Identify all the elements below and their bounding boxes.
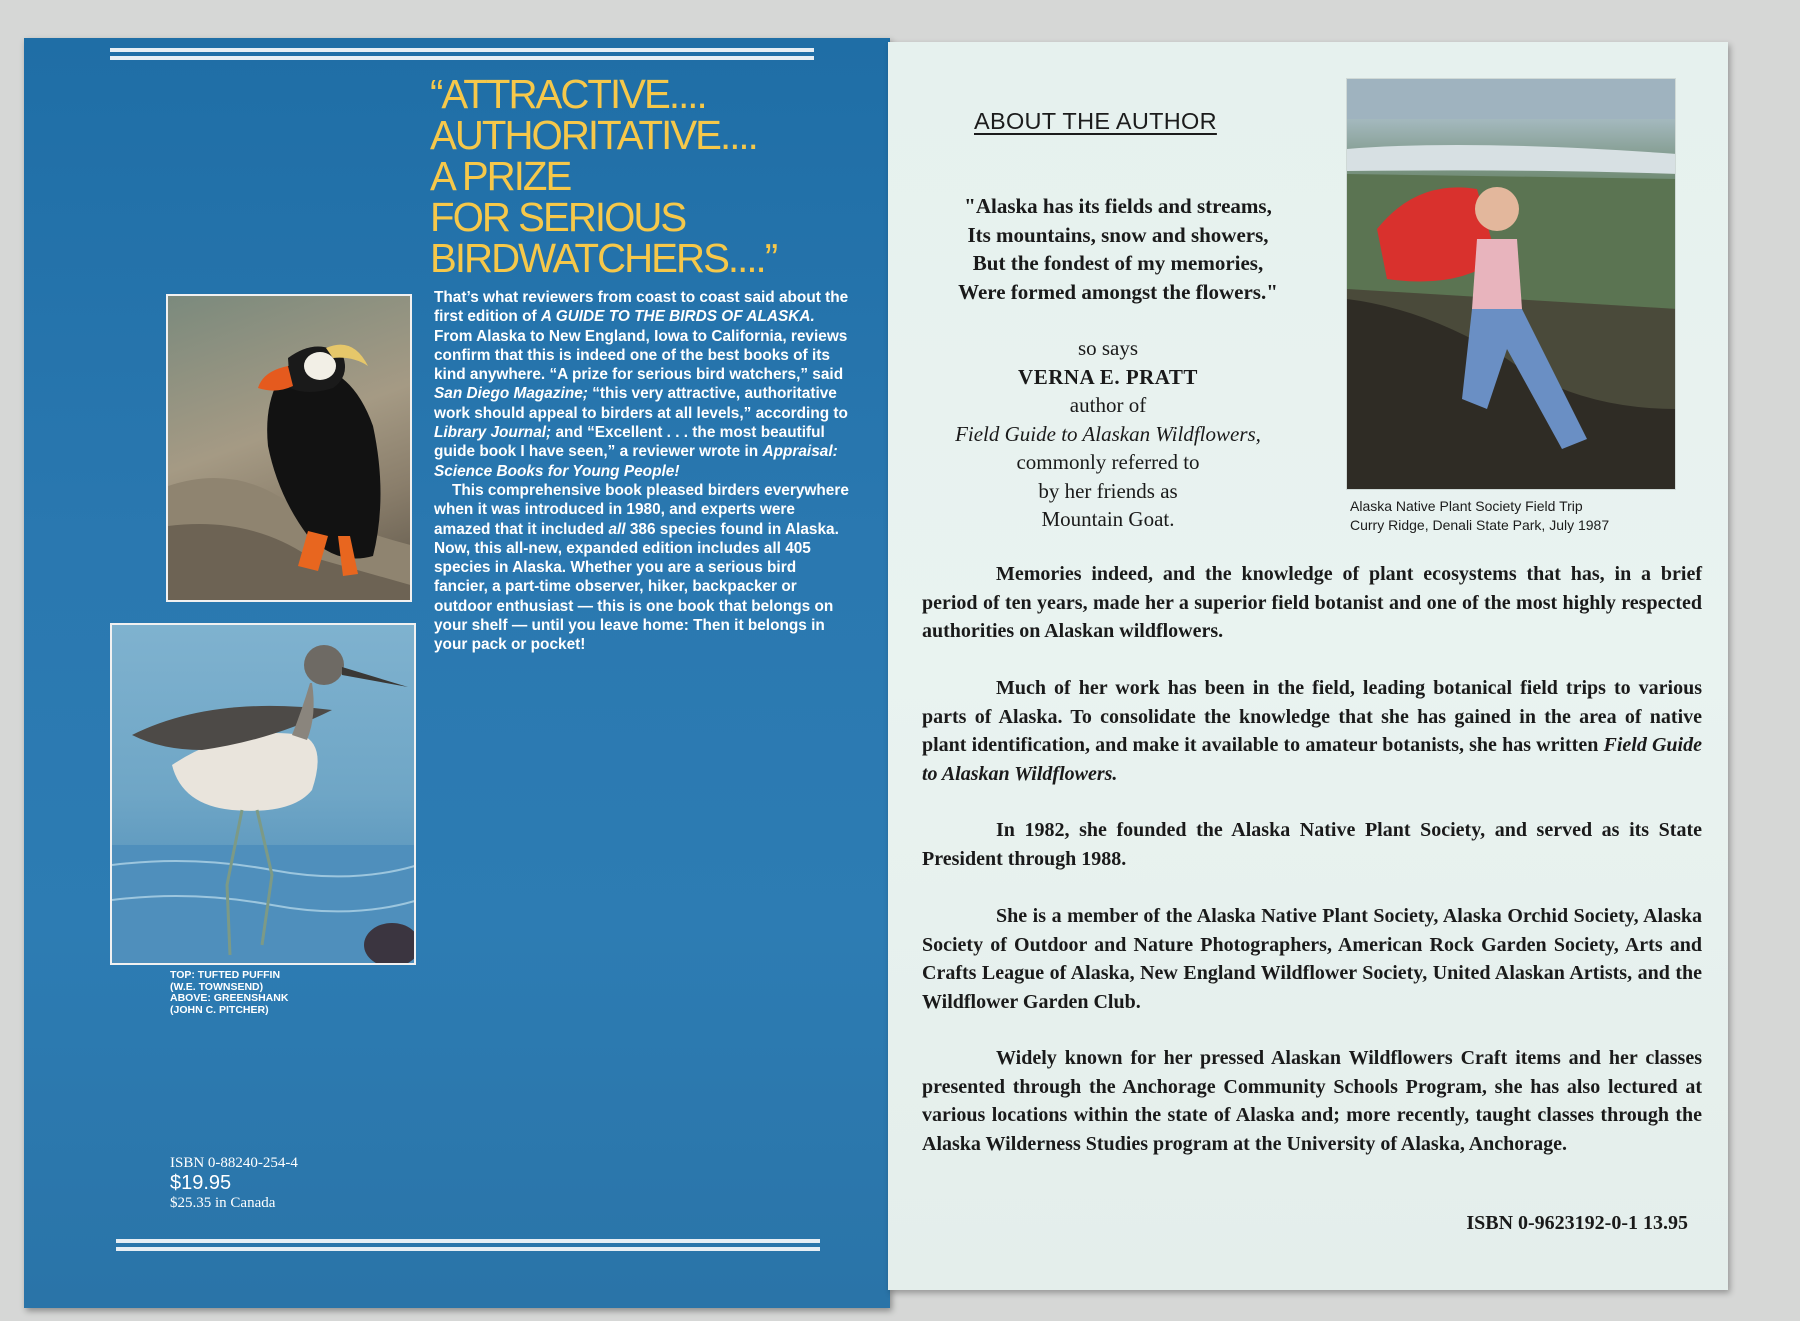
review-paragraph-2 [434,481,849,655]
review-text-run: That’s what reviewers from coast to coast said about the first edition of [434,289,849,326]
publication-name: Library Journal; [434,424,552,442]
bio-text: In 1982, she founded the Alaska Native Plant Society, and served as its State President through 1988. [922,819,1702,870]
author-photo-illustration [1347,79,1676,490]
review-text [434,288,849,655]
top-double-rule [110,48,814,60]
poem-line: Were formed amongst the flowers." [958,279,1278,304]
isbn-left: ISBN 0-88240-254-4 [170,1155,298,1171]
referred-line-1: commonly referred to [1016,450,1200,474]
price-canada: $25.35 in Canada [170,1195,276,1211]
greenshank-illustration [112,625,416,965]
price-us: $19.95 [170,1172,232,1194]
emphasis-all: all [608,520,626,538]
about-the-author-heading: ABOUT THE AUTHOR [974,108,1217,134]
nickname: Mountain Goat. [1041,507,1175,531]
review-text-run: “this very attractive, authoritative work should appeal to birders at all levels,” according to [434,385,848,422]
bio-text: Widely known for her pressed Alaskan Wildflowers Craft items and her classes presented through the Anchorage Community Schools Program, she has also lectured at various locations within the state of Alaska and; more recently, taught classes through the Alaska Wilderness Studies program at the University of Alaska, Anchorage. [922,1047,1702,1155]
so-says: so says [1077,336,1139,360]
bio-text: Much of her work has been in the field, leading botanical field trips to various parts of Alaska. To consolidate the knowledge that she has gained in the area of native plant identification, and make it available to amateur botanists, she has written [922,677,1702,756]
quote-line: A PRIZE [430,153,571,199]
book-title-italic: Field Guide to Alaskan Wildflowers. [922,734,1702,785]
bio-paragraph-2 [922,674,1702,788]
left-book-back-cover [24,38,890,1308]
bio-text: She is a member of the Alaska Native Plant Society, Alaska Orchid Society, Alaska Society of Outdoor and Nature Photographers, American Rock Garden Society, Arts and Crafts League of Alaska, New England Wildflower Society, United Alaskan Artists, and the Wildflower Garden Club. [922,905,1702,1013]
quote-line: BIRDWATCHERS....” [430,235,777,281]
bio-text: Memories indeed, and the knowledge of plant ecosystems that has, in a brief period of ten years, made her a superior field botanist and one of the most highly respected authorities on Alaskan wildflowers. [922,563,1702,642]
isbn-right: ISBN 0-9623192-0-1 13.95 [1466,1212,1688,1234]
price-block [170,1155,298,1212]
author-of: author of [1069,393,1147,417]
poem-line: "Alaska has its fields and streams, [964,194,1272,218]
review-quote-headline [430,71,861,281]
tufted-puffin-photo [166,294,412,602]
book-title: Field Guide to Alaskan Wildflowers, [955,421,1261,446]
bio-paragraph-5 [922,1044,1702,1158]
poem-line: Its mountains, snow and showers, [967,222,1269,247]
publication-name: Appraisal: Science Books for Young People! [434,443,838,480]
quote-line: FOR SERIOUS [430,194,686,240]
greenshank-painting [110,623,416,965]
poem-line: But the fondest of my memories, [972,251,1264,275]
puffin-illustration [168,296,412,602]
review-text-run: This comprehensive book pleased birders everywhere when it was introduced in 1980, and experts were amazed that it included [434,481,849,538]
review-text-run: 386 species found in Alaska. Now, this all-new, expanded edition includes all 405 species in Alaska. Whether you are a serious bird fancier, a part-time observer, hiker, backpacker or outdoor enthusiast — this is one book that belongs on your shelf — until you leave home: Then it belongs in your pack or pocket! [434,520,839,654]
author-poem [918,192,1318,306]
bio-paragraph-4 [922,902,1702,1016]
photo-credits-caption: TOP: TUFTED PUFFIN (W.E. TOWNSEND) ABOVE: GREENSHANK (JOHN C. PITCHER) [170,969,289,1016]
quote-line: “ATTRACTIVE.... [430,71,706,117]
quote-line: AUTHORITATIVE.... [430,112,757,158]
author-name: VERNA E. PRATT [1018,364,1198,389]
author-photo [1346,78,1676,490]
photo-caption-line: Curry Ridge, Denali State Park, July 1987 [1350,516,1610,533]
publication-name: San Diego Magazine; [434,385,588,403]
review-text-run: and “Excellent . . . the most beautiful guide book I have seen,” a reviewer wrote in [434,424,825,461]
photo-caption-line: Alaska Native Plant Society Field Trip [1350,498,1583,514]
author-intro [928,334,1288,534]
right-book-back-cover [888,42,1728,1290]
bio-paragraph-1 [922,560,1702,646]
bottom-double-rule [116,1239,820,1251]
review-text-run: From Alaska to New England, Iowa to California, reviews confirm that this is indeed one of the best books of its kind anywhere. “A prize for serious bird watchers,” said [434,327,848,384]
referred-line-2: by her friends as [1038,478,1178,503]
review-paragraph-1 [434,288,849,481]
book-title-italic: A GUIDE TO THE BIRDS OF ALASKA. [540,308,815,326]
bio-paragraph-3 [922,816,1702,873]
author-photo-caption [1350,497,1680,534]
